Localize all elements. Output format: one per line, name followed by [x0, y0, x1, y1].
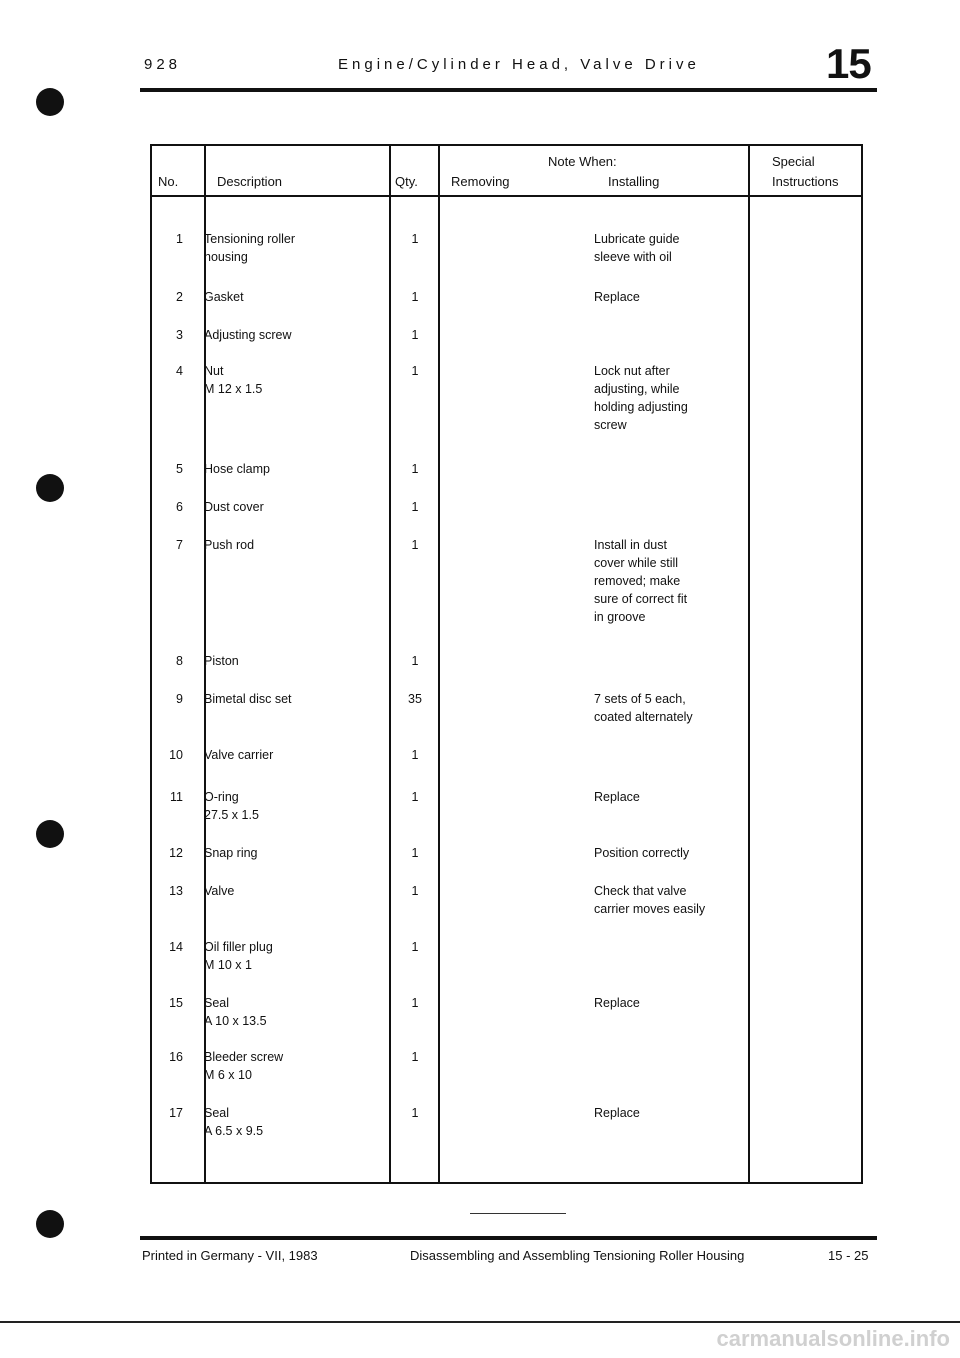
header-rule — [140, 88, 877, 92]
column-header-note-when: Note When: — [548, 154, 617, 169]
row-number: 7 — [176, 538, 183, 552]
row-number: 17 — [169, 1106, 183, 1120]
row-quantity: 1 — [411, 232, 419, 246]
row-installing-note: Replace — [594, 996, 640, 1010]
row-quantity: 1 — [411, 884, 419, 898]
row-number: 10 — [169, 748, 183, 762]
row-description: Push rod — [204, 538, 255, 552]
row-description: Snap ring — [204, 846, 258, 860]
watermark: carmanualsonline.info — [716, 1326, 950, 1351]
row-number: 8 — [176, 654, 183, 668]
row-description: Nut M 12 x 1.5 — [204, 364, 263, 396]
row-quantity: 1 — [411, 290, 419, 304]
row-quantity: 1 — [411, 1050, 419, 1064]
row-quantity: 1 — [411, 940, 419, 954]
page-title: Engine/Cylinder Head, Valve Drive — [338, 56, 700, 73]
row-installing-note: Lock nut after adjusting, while holding adjusting screw — [594, 364, 688, 432]
row-number: 1 — [176, 232, 183, 246]
binder-hole — [36, 820, 64, 848]
row-description: Tensioning roller housing — [204, 232, 296, 264]
row-quantity: 1 — [411, 846, 419, 860]
row-installing-note: Position correctly — [594, 846, 690, 860]
binder-hole — [36, 88, 64, 116]
row-description: Oil filler plug M 10 x 1 — [204, 940, 273, 972]
column-divider — [389, 146, 391, 1182]
row-description: Hose clamp — [204, 462, 270, 476]
row-quantity: 1 — [411, 748, 419, 762]
row-description: Piston — [204, 654, 239, 668]
row-installing-note: Replace — [594, 1106, 640, 1120]
column-header-qty: Qty. — [395, 174, 418, 189]
row-installing-note: 7 sets of 5 each, coated alternately — [594, 692, 693, 724]
footer-short-rule — [470, 1213, 566, 1214]
row-number: 14 — [169, 940, 183, 954]
row-number: 4 — [176, 364, 183, 378]
row-number: 6 — [176, 500, 183, 514]
row-description: Dust cover — [204, 500, 264, 514]
footer-rule — [140, 1236, 877, 1240]
row-quantity: 1 — [411, 996, 419, 1010]
row-quantity: 1 — [411, 462, 419, 476]
row-number: 5 — [176, 462, 183, 476]
binder-hole — [36, 474, 64, 502]
column-header-installing: Installing — [608, 174, 660, 189]
row-description: Seal A 6.5 x 9.5 — [204, 1106, 264, 1138]
row-number: 13 — [169, 884, 183, 898]
row-installing-note: Replace — [594, 790, 640, 804]
row-quantity: 1 — [411, 328, 419, 342]
parts-table — [150, 144, 863, 1184]
row-quantity: 1 — [411, 364, 419, 378]
row-number: 2 — [176, 290, 183, 304]
column-header-special: Special — [772, 154, 815, 169]
row-number: 3 — [176, 328, 183, 342]
binder-hole — [36, 1210, 64, 1238]
row-quantity: 1 — [411, 654, 419, 668]
row-description: Adjusting screw — [204, 328, 292, 342]
row-quantity: 35 — [408, 692, 422, 706]
section-number: 15 — [826, 40, 871, 87]
row-number: 9 — [176, 692, 183, 706]
row-number: 15 — [169, 996, 183, 1010]
row-number: 16 — [169, 1050, 183, 1064]
row-installing-note: Lubricate guide sleeve with oil — [594, 232, 680, 264]
row-installing-note: Check that valve carrier moves easily — [594, 884, 706, 916]
column-header-no: No. — [158, 174, 179, 189]
row-description: Bleeder screw M 6 x 10 — [204, 1050, 284, 1082]
column-header-removing: Removing — [451, 174, 510, 189]
header-divider — [152, 195, 861, 197]
row-description: O-ring 27.5 x 1.5 — [204, 790, 259, 822]
row-description: Valve — [204, 884, 235, 898]
column-header-description: Description — [217, 174, 283, 189]
column-divider — [438, 146, 440, 1182]
row-description: Bimetal disc set — [204, 692, 292, 706]
bottom-border — [0, 1321, 960, 1323]
row-quantity: 1 — [411, 1106, 419, 1120]
row-number: 12 — [169, 846, 183, 860]
model-number: 928 — [144, 56, 182, 73]
row-number: 11 — [170, 790, 183, 804]
row-installing-note: Replace — [594, 290, 640, 304]
page-subject: Disassembling and Assembling Tensioning Roller Housing — [410, 1248, 745, 1263]
column-header-instructions: Instructions — [772, 174, 839, 189]
row-description: Gasket — [204, 290, 244, 304]
row-quantity: 1 — [411, 790, 419, 804]
row-quantity: 1 — [411, 500, 419, 514]
row-quantity: 1 — [411, 538, 419, 552]
row-installing-note: Install in dust cover while still removed; make sure of correct fit in groove — [594, 538, 688, 624]
row-description: Seal A 10 x 13.5 — [204, 996, 267, 1028]
printed-info: Printed in Germany - VII, 1983 — [142, 1248, 318, 1263]
row-description: Valve carrier — [204, 748, 274, 762]
page-number: 15 - 25 — [828, 1248, 869, 1263]
